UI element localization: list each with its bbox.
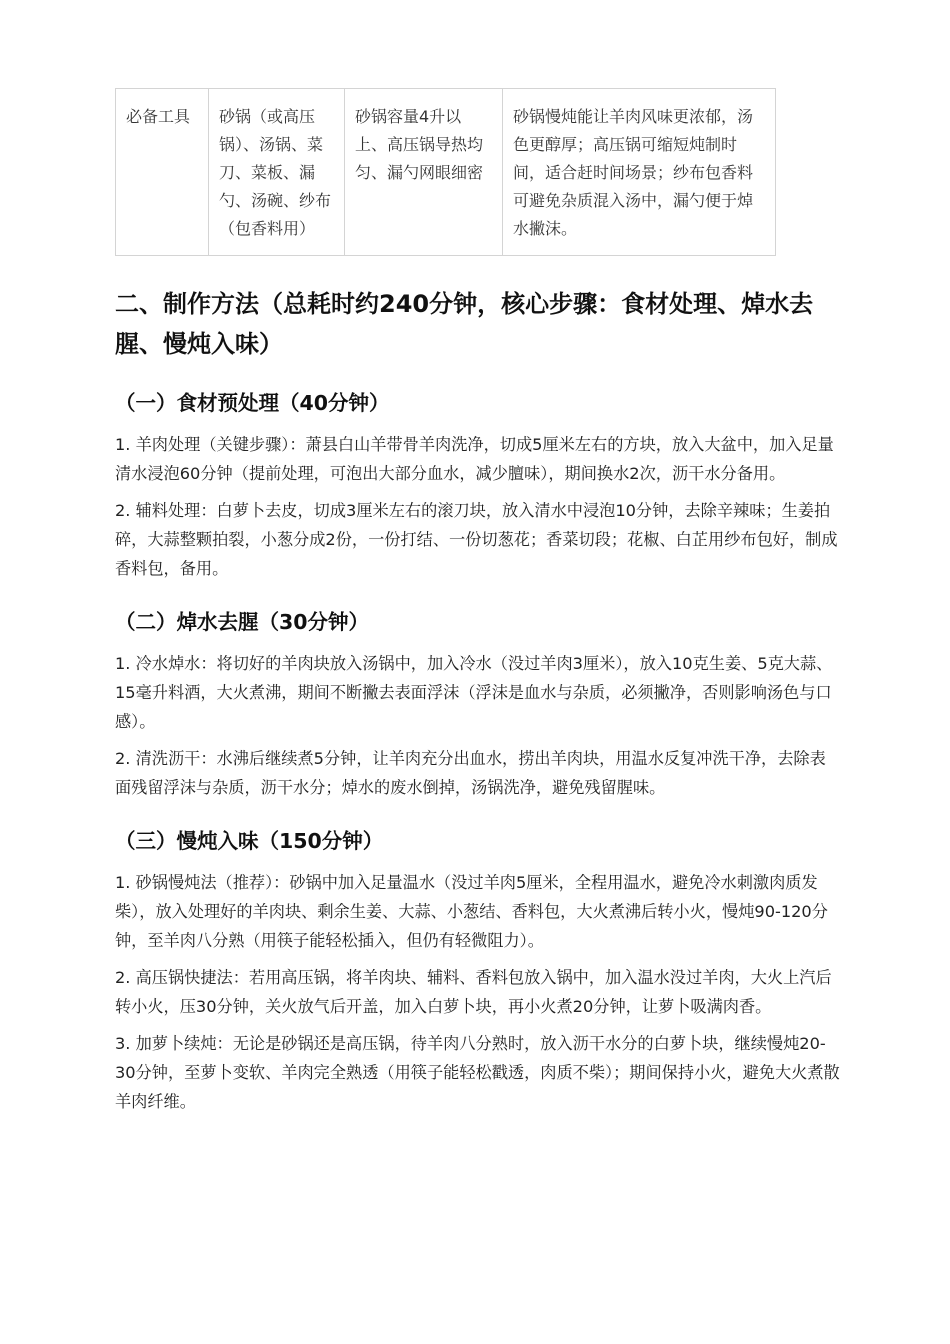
document-page bbox=[115, 88, 840, 1124]
subsection-title-blanch: （二）焯水去腥（30分钟） bbox=[115, 610, 370, 634]
subsection-title-prep: （一）食材预处理（40分钟） bbox=[115, 391, 390, 415]
step-paragraph: 1. 羊肉处理（关键步骤）：萧县白山羊带骨羊肉洗净，切成5厘米左右的方块，放入大盆中，加入足量清水浸泡60分钟（提前处理，可泡出大部分血水，减少膻味），期间换水2次，沥干水分备用。 bbox=[115, 435, 834, 483]
step-paragraph: 1. 冷水焯水：将切好的羊肉块放入汤锅中，加入冷水（没过羊肉3厘米），放入10克生姜、5克大蒜、15毫升料酒，大火煮沸，期间不断撇去表面浮沫（浮沫是血水与杂质，必须撇净，否则影响汤色与口感）。 bbox=[115, 654, 833, 731]
section-title: 二、制作方法（总耗时约240分钟，核心步骤：食材处理、焯水去腥、慢炖入味） bbox=[115, 290, 814, 358]
tools-table bbox=[115, 88, 776, 256]
step-paragraph: 3. 加萝卜续炖：无论是砂锅还是高压锅，待羊肉八分熟时，放入沥干水分的白萝卜块，继续慢炖20-30分钟，至萝卜变软、羊肉完全熟透（用筷子能轻松戳透，肉质不柴）；期间保持小火，避免大火煮散羊肉纤维。 bbox=[115, 1034, 840, 1111]
tools-items-cell: 砂锅（或高压锅）、汤锅、菜刀、菜板、漏勺、汤碗、纱布（包香料用） bbox=[209, 89, 345, 256]
subsection-title-stew: （三）慢炖入味（150分钟） bbox=[115, 829, 384, 853]
tools-notes-cell: 砂锅慢炖能让羊肉风味更浓郁，汤色更醇厚；高压锅可缩短炖制时间，适合赶时间场景；纱布包香料可避免杂质混入汤中，漏勺便于焯水撇沫。 bbox=[503, 89, 776, 256]
step-paragraph: 2. 高压锅快捷法：若用高压锅，将羊肉块、辅料、香料包放入锅中，加入温水没过羊肉，大火上汽后转小火，压30分钟，关火放气后开盖，加入白萝卜块，再小火煮20分钟，让萝卜吸满肉香。 bbox=[115, 968, 832, 1016]
step-paragraph: 2. 辅料处理：白萝卜去皮，切成3厘米左右的滚刀块，放入清水中浸泡10分钟，去除辛辣味；生姜拍碎，大蒜整颗拍裂，小葱分成2份，一份打结、一份切葱花；香菜切段；花椒、白芷用纱布包好，制成香料包，备用。 bbox=[115, 501, 838, 578]
tools-label-cell: 必备工具 bbox=[116, 89, 209, 256]
step-paragraph: 2. 清洗沥干：水沸后继续煮5分钟，让羊肉充分出血水，捞出羊肉块，用温水反复冲洗干净，去除表面残留浮沫与杂质，沥干水分；焯水的废水倒掉，汤锅洗净，避免残留腥味。 bbox=[115, 749, 826, 797]
table-row bbox=[116, 89, 776, 256]
tools-requirements-cell: 砂锅容量4升以上、高压锅导热均匀、漏勺网眼细密 bbox=[345, 89, 503, 256]
step-paragraph: 1. 砂锅慢炖法（推荐）：砂锅中加入足量温水（没过羊肉5厘米，全程用温水，避免冷水刺激肉质发柴），放入处理好的羊肉块、剩余生姜、大蒜、小葱结、香料包，大火煮沸后转小火，慢炖90-120分钟，至羊肉八分熟（用筷子能轻松插入，但仍有轻微阻力）。 bbox=[115, 873, 828, 950]
